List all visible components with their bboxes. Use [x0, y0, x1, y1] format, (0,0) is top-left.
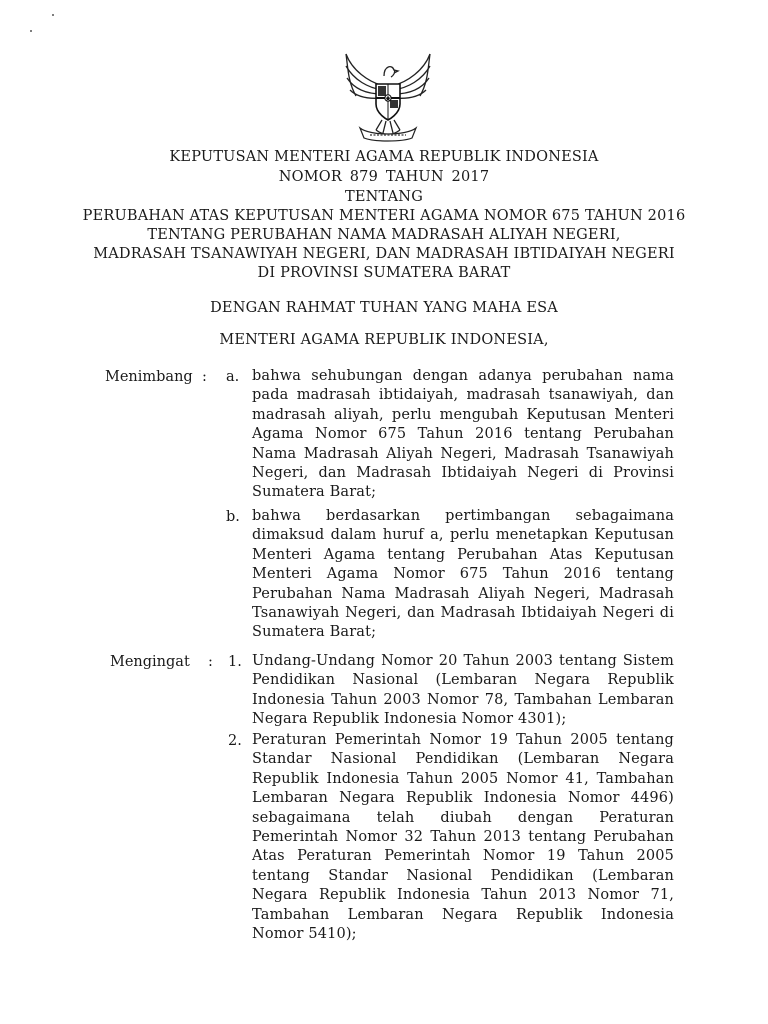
decree-title-line-1: PERUBAHAN ATAS KEPUTUSAN MENTERI AGAMA NOMOR 675 TAHUN 2016 — [82, 208, 686, 224]
menimbang-item-a: bahwa sehubungan dengan adanya perubahan nama pada madrasah ibtidaiyah, madrasah tsanawiyah, dan madrasah aliyah, perlu mengubah Keputusan Menteri Agama Nomor 675 Tahun 2016 tentang Perubahan Nama Madrasah Aliyah Negeri, Madrasah Tsanawiyah Negeri, dan Madrasah Ibtidaiyah Negeri di Provinsi Sumatera Barat; — [252, 368, 674, 501]
item-marker-b: b. — [226, 509, 240, 525]
menimbang-colon: : — [202, 369, 207, 385]
mengingat-item-1: Undang-Undang Nomor 20 Tahun 2003 tentang Sistem Pendidikan Nasional (Lembaran Negara Republik Indonesia Tahun 2003 Nomor 78, Tambahan Lembaran Negara Republik Indonesia Nomor 4301); — [252, 653, 674, 728]
decree-title-line-3: MADRASAH TSANAWIYAH NEGERI, DAN MADRASAH IBTIDAIYAH NEGERI — [93, 246, 675, 262]
decree-heading: KEPUTUSAN MENTERI AGAMA REPUBLIK INDONESIA — [169, 149, 599, 165]
decree-title-line-2: TENTANG PERUBAHAN NAMA MADRASAH ALIYAH NEGERI, — [147, 227, 621, 243]
tentang-label: TENTANG — [345, 189, 423, 205]
menimbang-label: Menimbang — [105, 369, 193, 385]
menimbang-item-b: bahwa berdasarkan pertimbangan sebagaimana dimaksud dalam huruf a, perlu menetapkan Keputusan Menteri Agama tentang Perubahan Atas Keputusan Menteri Agama Nomor 675 Tahun 2016 tentang Perubahan Nama Madrasah Aliyah Negeri, Madrasah Tsanawiyah Negeri, dan Madrasah Ibtidaiyah Negeri di Sumatera Barat; — [252, 508, 674, 641]
invocation: DENGAN RAHMAT TUHAN YANG MAHA ESA — [210, 300, 558, 316]
decree-number: NOMOR 879 TAHUN 2017 — [278, 169, 490, 185]
mengingat-item-2: Peraturan Pemerintah Nomor 19 Tahun 2005 tentang Standar Nasional Pendidikan (Lembaran Negara Republik Indonesia Tahun 2005 Nomor 41, Tambahan Lembaran Negara Republik Indonesia Nomor 4496) sebagaimana telah diubah dengan Peraturan Pemerintah Nomor 32 Tahun 2013 tentang Perubahan Atas Peraturan Pemerintah Nomor 19 Tahun 2005 tentang Standar Nasional Pendidikan (Lembaran Negara Republik Indonesia Tahun 2013 Nomor 71, Tambahan Lembaran Negara Republik Indonesia Nomor 5410); — [252, 732, 674, 943]
mengingat-label: Mengingat — [110, 654, 190, 670]
item-marker-a: a. — [226, 369, 240, 385]
item-marker-2: 2. — [228, 733, 242, 749]
scan-speck — [30, 30, 32, 32]
item-marker-1: 1. — [228, 654, 242, 670]
mengingat-colon: : — [208, 654, 213, 670]
garuda-emblem-icon — [338, 46, 438, 142]
minister-title: MENTERI AGAMA REPUBLIK INDONESIA, — [219, 332, 549, 348]
decree-title-line-4: DI PROVINSI SUMATERA BARAT — [257, 265, 511, 281]
scan-speck — [52, 14, 54, 16]
